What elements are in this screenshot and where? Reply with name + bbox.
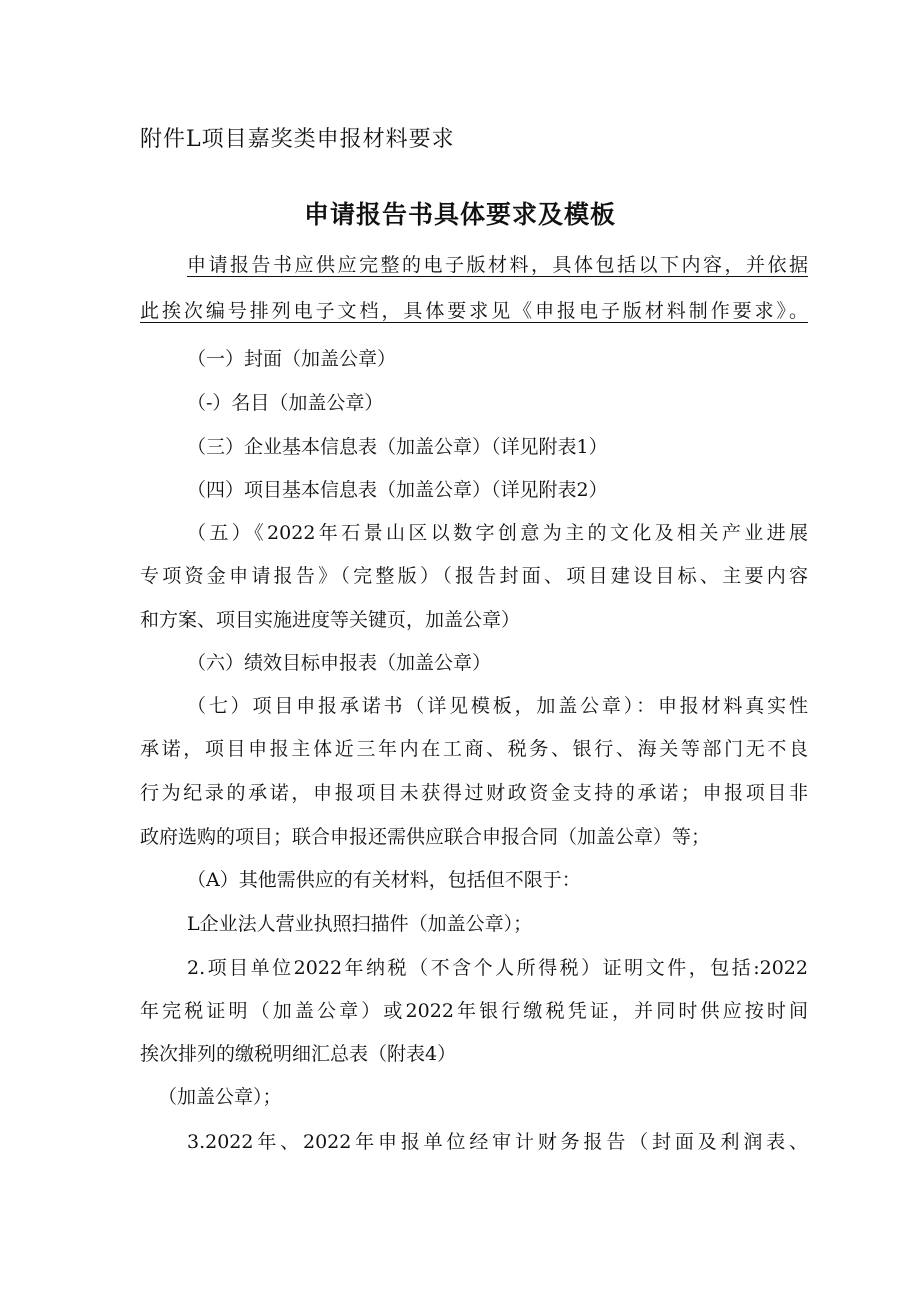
item-commitment-line-3: 行为纪录的承诺，申报项目未获得过财政资金支持的承诺；申报项目非 [140,782,808,804]
document-title: 申请报告书具体要求及模板 [303,200,616,229]
item-commitment-line-2: 承诺，项目申报主体近三年内在工商、税务、银行、海关等部门无不良 [140,738,808,760]
item-project-info: （四）项目基本信息表（加盖公章）（详见附表2） [187,479,608,501]
item-performance-form: （六）绩效目标申报表（加盖公章） [187,652,492,674]
intro-line-1: 申请报告书应供应完整的电子版材料，具体包括以下内容，并依据 [187,254,808,276]
sub-item-tax-proof-line-4: （加盖公章）； [158,1086,282,1108]
sub-item-business-license: L企业法人营业执照扫描件（加盖公章）； [187,913,533,935]
item-commitment-line-1: （七）项目申报承诺书（详见模板，加盖公章）：申报材料真实性 [187,695,808,717]
attachment-title: 附件L项目嘉奖类申报材料要求 [140,127,455,152]
item-commitment-line-4: 政府选购的项目；联合申报还需供应联合申报合同（加盖公章）等； [140,826,711,848]
sub-item-audit-report: 3.2022年、2022年申报单位经审计财务报告（封面及利润表、 [187,1131,808,1153]
item-application-report-line-3: 和方案、项目实施进度等关键页，加盖公章） [140,609,521,631]
item-other-materials: （A）其他需供应的有关材料，包括但不限于： [187,869,581,891]
item-catalog: （-）名目（加盖公章） [187,392,384,414]
item-cover: （一）封面（加盖公章） [187,348,397,370]
item-application-report-line-1: （五）《2022年石景山区以数字创意为主的文化及相关产业进展 [187,522,808,544]
sub-item-tax-proof-line-1: 2.项目单位2022年纳税（不含个人所得税）证明文件，包括:2022 [187,957,808,979]
sub-item-tax-proof-line-3: 挨次排列的缴税明细汇总表（附表4） [140,1043,457,1065]
item-application-report-line-2: 专项资金申请报告》（完整版）（报告封面、项目建设目标、主要内容 [140,565,808,587]
intro-line-2: 此挨次编号排列电子文档，具体要求见《申报电子版材料制作要求》。 [140,300,808,322]
sub-item-tax-proof-line-2: 年完税证明（加盖公章）或2022年银行缴税凭证，并同时供应按时间 [140,1000,808,1022]
item-enterprise-info: （三）企业基本信息表（加盖公章）（详见附表1） [187,436,608,458]
